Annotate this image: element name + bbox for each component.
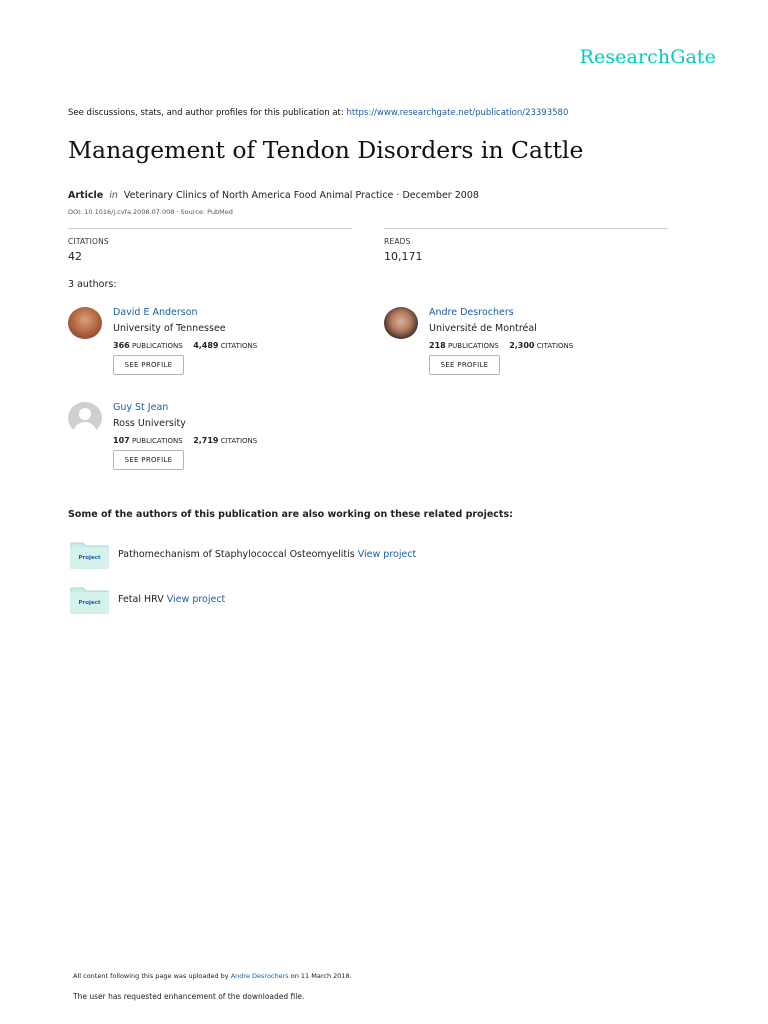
project-icon-label: Project [78,600,101,606]
author-institution: University of Tennessee [113,323,226,334]
project-text [118,594,225,605]
author-institution: Ross University [113,418,186,429]
author-stats [429,341,573,350]
author-name-link[interactable]: David E Anderson [113,307,198,318]
publication-count: 366 [113,341,130,350]
citations-label: CITATIONS [68,237,109,246]
see-discussions-text: See discussions, stats, and author profiles for this publication at: [68,108,344,118]
doi-source-line: DOI: 10.1016/j.cvfa.2008.07.008 · Source: PubMed [68,208,233,216]
related-projects-heading: Some of the authors of this publication are also working on these related projects: [68,509,513,520]
citations-label: CITATIONS [536,342,574,350]
uploader-link[interactable]: Andre Desrochers [230,972,289,980]
in-label: in [109,190,118,201]
view-project-link[interactable]: View project [357,549,417,560]
see-profile-button[interactable]: SEE PROFILE [429,355,500,375]
project-icon-label: Project [78,555,101,561]
project-text [118,549,416,560]
see-profile-button[interactable]: SEE PROFILE [113,355,184,375]
view-project-link[interactable]: View project [166,594,226,605]
reads-count: 10,171 [384,250,423,263]
profile-discussion-line [68,108,568,118]
publication-count: 107 [113,436,130,445]
citations-label: CITATIONS [220,437,258,445]
default-avatar-icon[interactable] [68,402,102,434]
citations-count: 42 [68,250,82,263]
publication-url-link[interactable]: https://www.researchgate.net/publication/23393580 [346,108,569,118]
citation-count: 4,489 [193,341,219,350]
upload-prefix: All content following this page was uploaded by [73,972,229,980]
publication-meta-line [68,190,479,201]
project-folder-icon [70,585,109,614]
project-title: Fetal HRV [118,594,164,605]
publication-count: 218 [429,341,446,350]
researchgate-logo[interactable]: ResearchGate [579,46,716,68]
publications-label: PUBLICATIONS [447,342,499,350]
related-project-item [70,540,670,570]
project-title: Pathomechanism of Staphylococcal Osteomyelitis [118,549,355,560]
author-institution: Université de Montréal [429,323,537,334]
see-profile-button[interactable]: SEE PROFILE [113,450,184,470]
reads-label: READS [384,237,411,246]
related-project-item [70,585,670,615]
author-stats [113,341,257,350]
author-card [68,402,358,487]
publication-kind: Article [68,190,104,201]
authors-heading: 3 authors: [68,279,117,290]
journal-and-date: Veterinary Clinics of North America Food Animal Practice · December 2008 [123,190,479,201]
author-avatar[interactable] [68,307,102,339]
citation-count: 2,719 [193,436,219,445]
reads-divider [384,228,668,229]
publications-label: PUBLICATIONS [131,437,183,445]
enhancement-note: The user has requested enhancement of the downloaded file. [73,992,305,1001]
citations-divider [68,228,352,229]
publications-label: PUBLICATIONS [131,342,183,350]
citations-label: CITATIONS [220,342,258,350]
author-name-link[interactable]: Andre Desrochers [429,307,514,318]
author-avatar[interactable] [384,307,418,339]
author-stats [113,436,257,445]
publication-title: Management of Tendon Disorders in Cattle [68,136,584,164]
upload-note [73,972,352,980]
citation-count: 2,300 [509,341,535,350]
author-card [68,307,358,392]
upload-date: on 11 March 2018. [290,972,352,980]
project-folder-icon [70,540,109,569]
author-name-link[interactable]: Guy St Jean [113,402,169,413]
author-card [384,307,674,392]
